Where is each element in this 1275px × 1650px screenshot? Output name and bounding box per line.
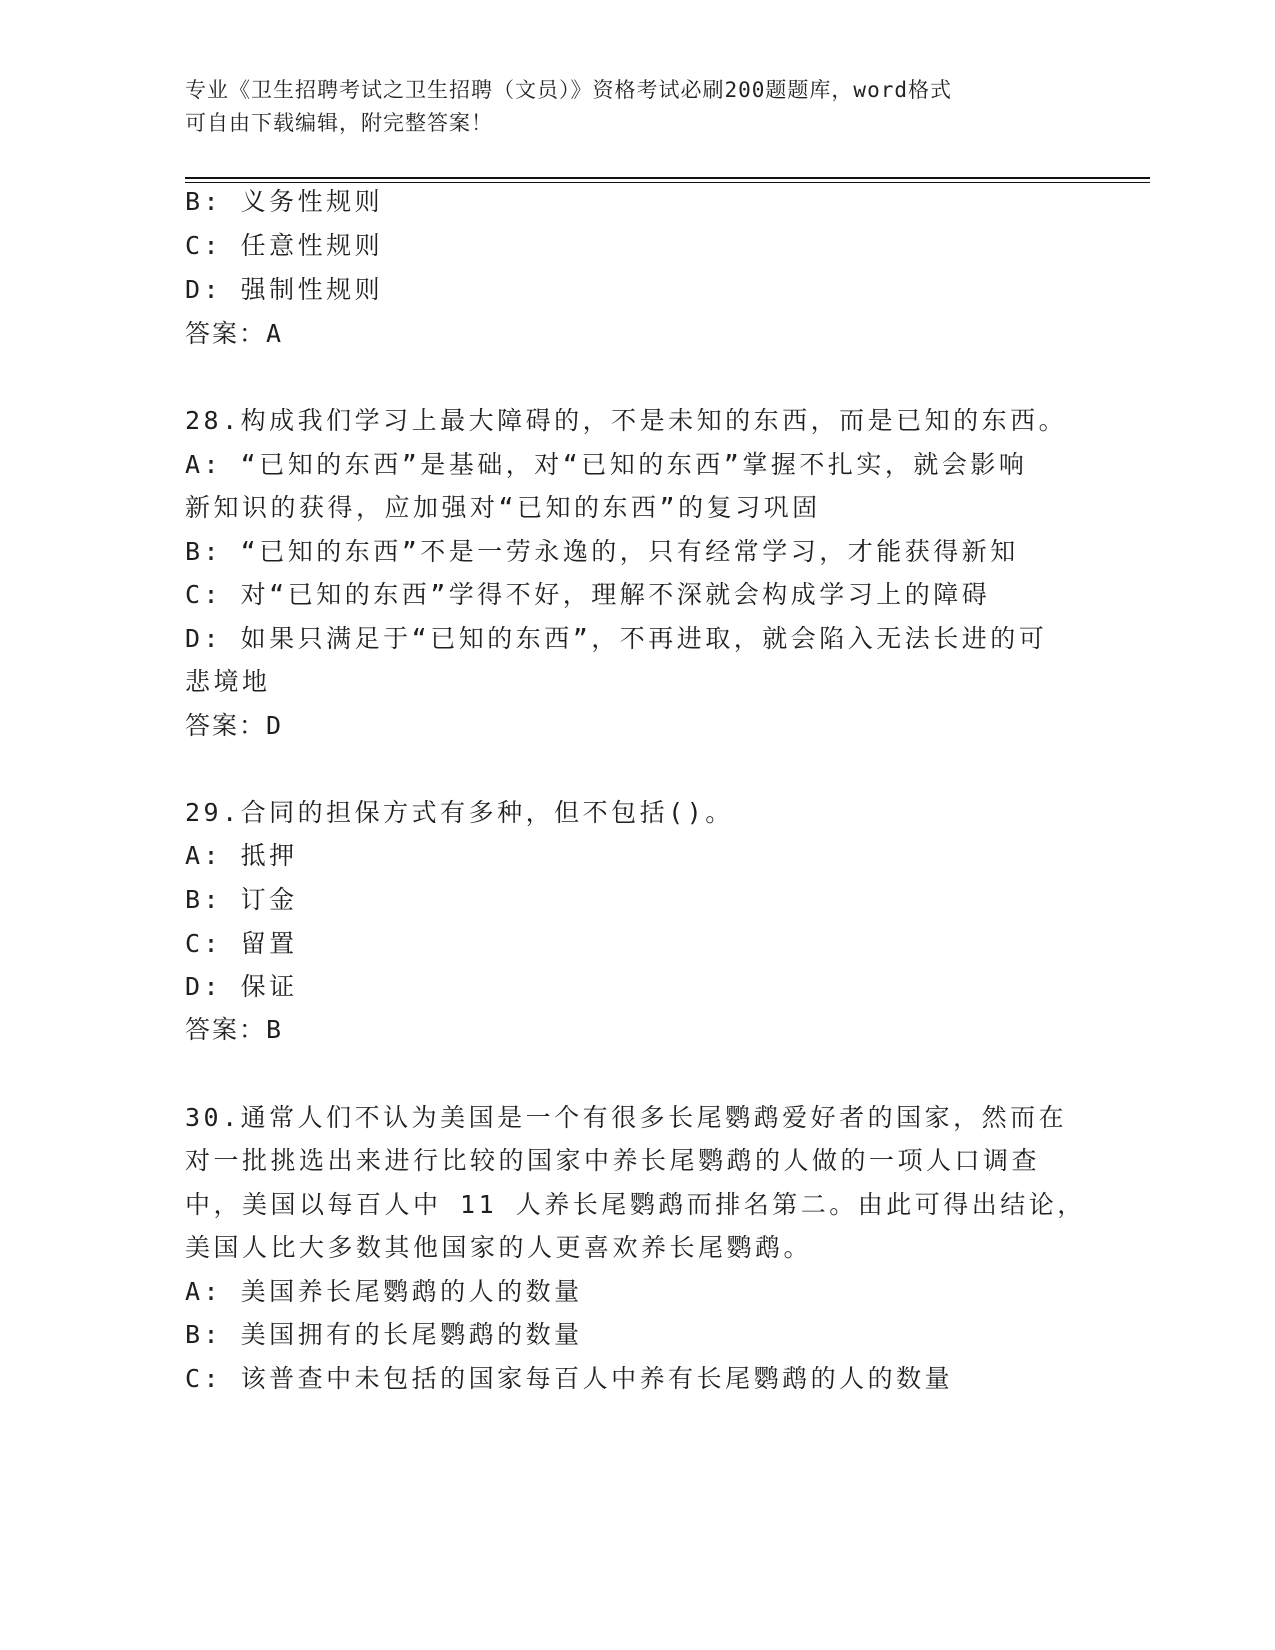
q29-option-a: A: 抵押 — [185, 841, 298, 870]
q30-stem-line-1: 30.通常人们不认为美国是一个有很多长尾鹦鹉爱好者的国家，然而在 — [185, 1103, 1068, 1132]
q29-stem: 29.合同的担保方式有多种，但不包括()。 — [185, 798, 734, 827]
q28-option-d-line-2: 悲境地 — [185, 667, 271, 696]
document-header — [185, 74, 1085, 140]
header-divider-thick — [185, 177, 1150, 179]
q30-option-c: C: 该普查中未包括的国家每百人中养有长尾鹦鹉的人的数量 — [185, 1364, 954, 1393]
header-title-line-1: 专业《卫生招聘考试之卫生招聘（文员）》资格考试必刷200题题库，word格式 — [185, 78, 952, 102]
q30-option-b: B: 美国拥有的长尾鹦鹉的数量 — [185, 1320, 583, 1349]
q27-option-d: D: 强制性规则 — [185, 275, 384, 304]
header-title-line-2: 可自由下载编辑，附完整答案！ — [185, 111, 493, 135]
q28-option-c: C: 对“已知的东西”学得不好，理解不深就会构成学习上的障碍 — [185, 580, 991, 609]
q28-stem: 28.构成我们学习上最大障碍的，不是未知的东西，而是已知的东西。 — [185, 406, 1068, 435]
q28-option-a-line-1: A: “已知的东西”是基础，对“已知的东西”掌握不扎实，就会影响 — [185, 450, 1028, 479]
q27-option-c: C: 任意性规则 — [185, 231, 384, 260]
q29-option-c: C: 留置 — [185, 929, 298, 958]
q29-option-d: D: 保证 — [185, 972, 298, 1001]
q30-option-a: A: 美国养长尾鹦鹉的人的数量 — [185, 1277, 583, 1306]
q27-option-b: B: 义务性规则 — [185, 187, 384, 216]
q30-stem-line-3: 中，美国以每百人中 11 人养长尾鹦鹉而排名第二。由此可得出结论， — [185, 1190, 1086, 1219]
q30-stem-line-2: 对一批挑选出来进行比较的国家中养长尾鹦鹉的人做的一项人口调查 — [185, 1146, 1041, 1175]
q29-answer: 答案：B — [185, 1015, 284, 1044]
q28-option-a-line-2: 新知识的获得，应加强对“已知的东西”的复习巩固 — [185, 493, 821, 522]
q28-option-b: B: “已知的东西”不是一劳永逸的，只有经常学习，才能获得新知 — [185, 537, 1019, 566]
q27-answer: 答案：A — [185, 319, 284, 348]
q30-stem-line-4: 美国人比大多数其他国家的人更喜欢养长尾鹦鹉。 — [185, 1233, 813, 1262]
q28-option-d-line-1: D: 如果只满足于“已知的东西”，不再进取，就会陷入无法长进的可 — [185, 624, 1048, 653]
q29-option-b: B: 订金 — [185, 885, 298, 914]
q28-answer: 答案：D — [185, 711, 284, 740]
header-divider-thin — [185, 182, 1150, 183]
